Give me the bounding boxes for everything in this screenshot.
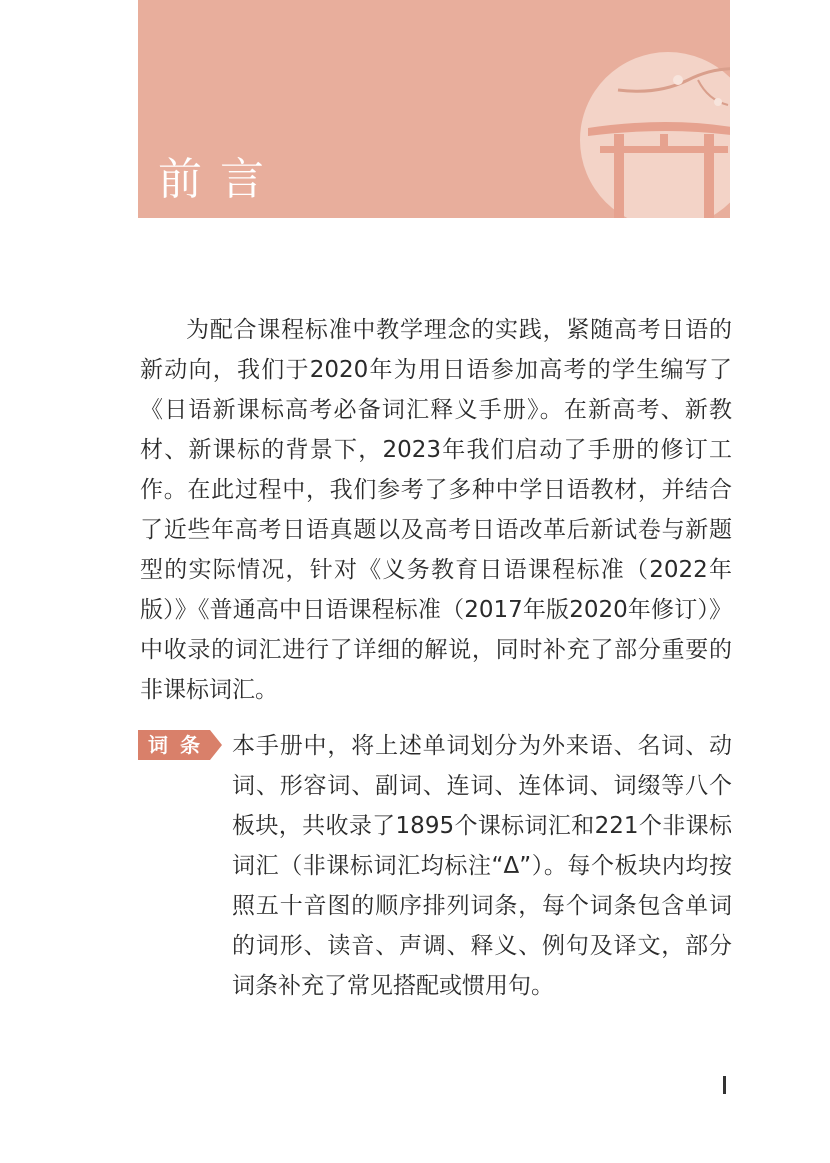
torii-gate-icon: [578, 50, 730, 218]
intro-paragraph: 为配合课程标准中教学理念的实践，紧随高考日语的新动向，我们于2020年为用日语参加高考的学生编写了《日语新课标高考必备词汇释义手册》。在新高考、新教材、新课标的背景下，2023年我们启动了手册的修订工作。在此过程中，我们参考了多种中学日语教材，并结合了近些年高考日语真题以及高考日语改革后新试卷与新题型的实际情况，针对《义务教育日语课程标准（2022年版）》《普通高中日语课程标准（2017年版2020年修订）》中收录的词汇进行了详细的解说，同时补充了部分重要的非课标词汇。: [140, 317, 732, 703]
section-body-entries: 本手册中，将上述单词划分为外来语、名词、动词、形容词、副词、连词、连体词、词缀等八个板块，共收录了1895个课标词汇和221个非课标词汇（非课标词汇均标注“Δ”）。每个板块内均按照五十音图的顺序排列词条，每个词条包含单词的词形、读音、声调、释义、例句及译文，部分词条补充了常见搭配或惯用句。: [232, 733, 732, 999]
section-tag-entries: [138, 730, 222, 760]
page-number: [723, 1076, 726, 1094]
section-tag-label: 词条: [148, 733, 212, 757]
chapter-title: 前言: [158, 154, 282, 205]
chapter-header-band: [138, 0, 730, 218]
